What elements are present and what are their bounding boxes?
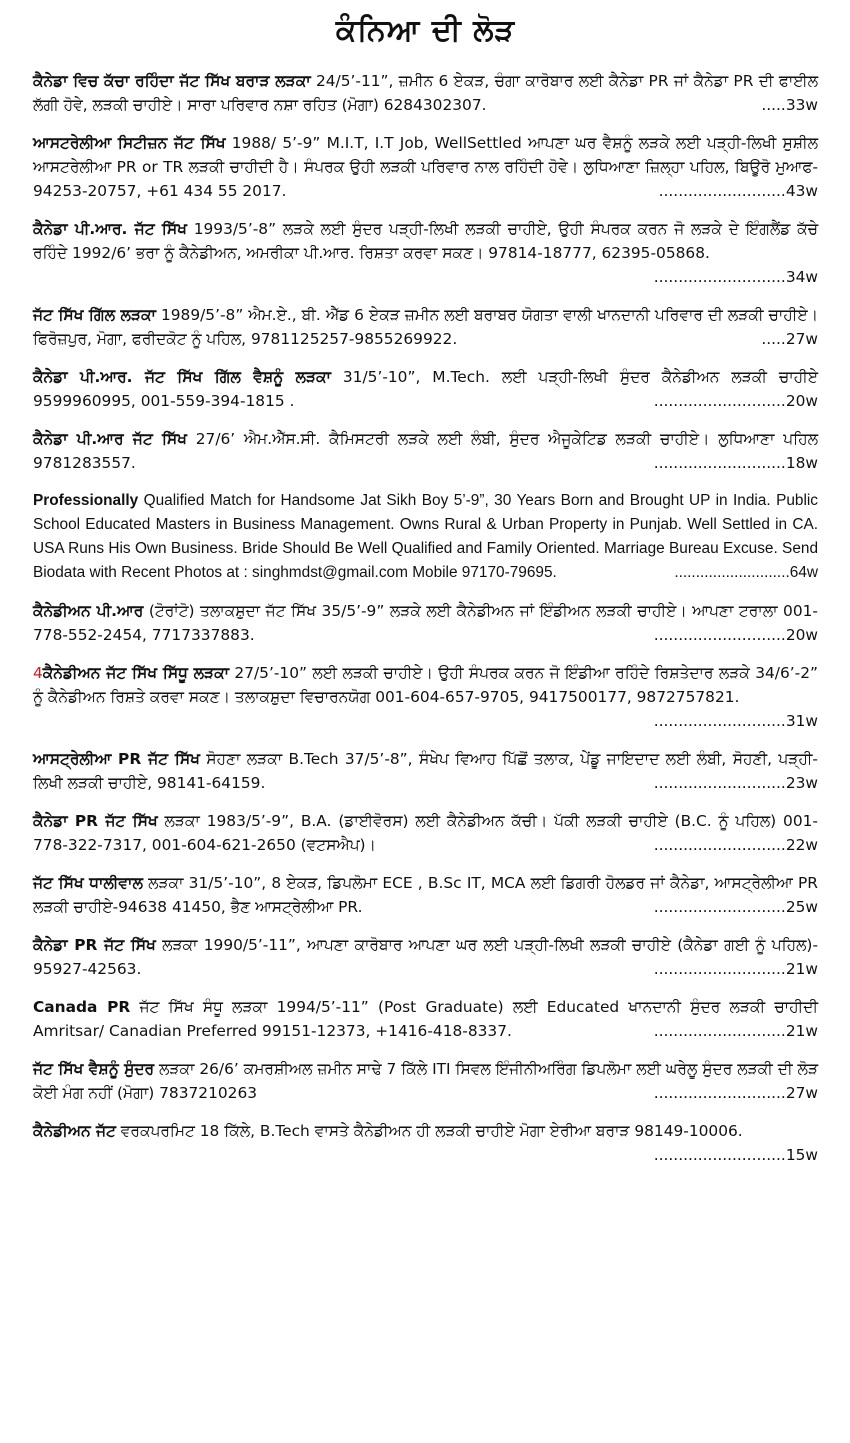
ad-heading: ਜੱਟ ਸਿੱਖ ਵੈਸ਼ਨੂੰ ਸੁੰਦਰ — [33, 1060, 155, 1078]
ad-reference: ...........................18w — [653, 454, 818, 472]
classified-ad — [33, 303, 818, 351]
classified-ad — [33, 747, 818, 795]
ad-heading: ਕੈਨੇਡਾ ਪੀ.ਆਰ. ਜੱਟ ਸਿੱਖ — [33, 220, 187, 238]
ad-heading: ਕੈਨੇਡਾ PR ਜੱਟ ਸਿੱਖ — [33, 936, 156, 954]
classified-ad — [33, 871, 818, 919]
ad-reference: ..........................43w — [658, 182, 818, 200]
classified-ad — [33, 1119, 818, 1167]
classified-ad — [33, 1057, 818, 1105]
ad-reference: ...........................20w — [653, 392, 818, 410]
classified-ad — [33, 933, 818, 981]
classified-ad — [33, 365, 818, 413]
classified-ad — [33, 995, 818, 1043]
classified-ad — [33, 489, 818, 585]
classified-ad — [33, 427, 818, 475]
ad-reference: .....27w — [761, 330, 818, 348]
ad-marker: 4 — [33, 664, 43, 682]
ad-heading: ਜੱਟ ਸਿੱਖ ਗਿੱਲ ਲੜਕਾ — [33, 306, 156, 324]
ad-text: ਲੜਕਾ 1983/5’-9”, B.A. (ਡਾਈਵੋਰਸ) ਲਈ ਕੈਨੇਡੀਅਨ ਕੱਚੀ। ਪੱਕੀ ਲੜਕੀ ਚਾਹੀਏ (B.C. ਨੂੰ ਪਹਿਲ) 001-778-322-7317, 001-604-621-2650 (ਵਟਸਐਪ)। — [33, 812, 818, 854]
ad-heading: ਆਸਟ੍ਰੇਲੀਆ PR ਜੱਟ ਸਿੱਖ — [33, 750, 200, 768]
classified-ad — [33, 809, 818, 857]
ad-text: (ਟੋਰਾਂਟੋ) ਤਲਾਕਸ਼ੁਦਾ ਜੱਟ ਸਿੱਖ 35/5’-9” ਲੜਕੇ ਲਈ ਕੈਨੇਡੀਅਨ ਜਾਂ ਇੰਡੀਅਨ ਲੜਕੀ ਚਾਹੀਏ। ਆਪਣਾ ਟਰਾਲਾ 001-778-552-2454, 7717337883. — [33, 602, 818, 644]
ad-heading: Professionally — [33, 492, 139, 509]
classified-ad — [33, 661, 818, 733]
ad-text: 1988/ 5’-9” M.I.T, I.T Job, WellSettled ਆਪਣਾ ਘਰ ਵੈਸ਼ਨੂੰ ਲੜਕੇ ਲਈ ਪੜ੍ਹੀ-ਲਿਖੀ ਸੁਸ਼ੀਲ ਆਸਟਰੇਲੀਆ PR or TR ਲੜਕੀ ਚਾਹੀਦੀ ਹੈ। ਸੰਪਰਕ ਉਹੀ ਲੜਕੀ ਪਰਿਵਾਰ ਨਾਲ ਰਹਿੰਦੀ ਹੋਵੇ। ਲੁਧਿਆਣਾ ਜ਼ਿਲ੍ਹਾ ਪਹਿਲ, ਬਿਊਰੋ ਮੁਆਫ- 94253-20757, +61 434 55 2017. — [33, 134, 818, 200]
ad-reference: .....33w — [761, 96, 818, 114]
ad-heading: ਕੈਨੇਡਾ ਵਿਚ ਕੱਚਾ ਰਹਿੰਦਾ ਜੱਟ ਸਿੱਖ ਬਰਾੜ ਲੜਕਾ — [33, 72, 311, 90]
ad-reference: ...........................23w — [653, 774, 818, 792]
ad-reference: ...........................27w — [653, 1084, 818, 1102]
ad-reference: ...........................25w — [653, 898, 818, 916]
ad-reference: ...........................64w — [674, 564, 818, 581]
ad-text: 27/6’ ਐਮ.ਐੱਸ.ਸੀ. ਕੈਮਿਸਟਰੀ ਲੜਕੇ ਲਈ ਲੰਬੀ, ਸੁੰਦਰ ਐਜੂਕੇਟਿਡ ਲੜਕੀ ਚਾਹੀਏ। ਲੁਧਿਆਣਾ ਪਹਿਲ 9781283557. — [33, 430, 818, 472]
page-title: ਕੰਨਿਆ ਦੀ ਲੋੜ — [335, 13, 516, 48]
ad-reference: ...........................20w — [653, 626, 818, 644]
ad-text: 24/5’-11”, ਜ਼ਮੀਨ 6 ਏਕੜ, ਚੰਗਾ ਕਾਰੋਬਾਰ ਲਈ ਕੈਨੇਡਾ PR ਜਾਂ ਕੈਨੇਡਾ PR ਦੀ ਫਾਈਲ ਲੱਗੀ ਹੋਵੇ, ਲੜਕੀ ਚਾਹੀਏ। ਸਾਰਾ ਪਰਿਵਾਰ ਨਸ਼ਾ ਰਹਿਤ (ਮੋਗਾ) 6284302307. — [33, 72, 818, 114]
ad-heading: Canada PR — [33, 998, 131, 1016]
ad-text: ਵਰਕਪਰਮਿਟ 18 ਕਿੱਲੇ, B.Tech ਵਾਸਤੇ ਕੈਨੇਡੀਅਨ ਹੀ ਲੜਕੀ ਚਾਹੀਏ ਮੋਗਾ ਏਰੀਆ ਬਰਾੜ 98149-10006. — [115, 1122, 743, 1140]
ad-heading: ਕੈਨੇਡੀਅਨ ਪੀ.ਆਰ — [33, 602, 144, 620]
ad-reference: ...........................31w — [653, 712, 818, 730]
classified-ad — [33, 131, 818, 203]
ad-text: 1989/5’-8” ਐਮ.ਏ., ਬੀ. ਐੱਡ 6 ਏਕੜ ਜ਼ਮੀਨ ਲਈ ਬਰਾਬਰ ਯੋਗਤਾ ਵਾਲੀ ਖਾਨਦਾਨੀ ਪਰਿਵਾਰ ਦੀ ਲੜਕੀ ਚਾਹੀਏ। ਫਿਰੋਜ਼ਪੁਰ, ਮੋਗਾ, ਫਰੀਦਕੋਟ ਨੂੰ ਪਹਿਲ, 9781125257-9855269922. — [33, 306, 818, 348]
ad-reference: ...........................22w — [653, 836, 818, 854]
classified-ad — [33, 217, 818, 289]
ad-text: 1993/5’-8” ਲੜਕੇ ਲਈ ਸੁੰਦਰ ਪੜ੍ਹੀ-ਲਿਖੀ ਲੜਕੀ ਚਾਹੀਏ, ਉਹੀ ਸੰਪਰਕ ਕਰਨ ਜੋ ਲੜਕੇ ਦੇ ਇੰਗਲੈਂਡ ਕੱਚੇ ਰਹਿੰਦੇ 1992/6’ ਭਰਾ ਨੂੰ ਕੈਨੇਡੀਅਨ, ਅਮਰੀਕਾ ਪੀ.ਆਰ. ਰਿਸ਼ਤਾ ਕਰਵਾ ਸਕਣ। 97814-18777, 62395-05868. — [33, 220, 818, 262]
ad-heading: ਕੈਨੇਡਾ PR ਜੱਟ ਸਿੱਖ — [33, 812, 158, 830]
ad-reference: ...........................34w — [653, 268, 818, 286]
ad-reference: ...........................21w — [653, 1022, 818, 1040]
ad-heading: ਕੈਨੇਡੀਅਨ ਜੱਟ ਸਿੱਖ ਸਿੱਧੂ ਲੜਕਾ — [42, 664, 229, 682]
ad-text: 31/5’-10”, M.Tech. ਲਈ ਪੜ੍ਹੀ-ਲਿਖੀ ਸੁੰਦਰ ਕੈਨੇਡੀਅਨ ਲੜਕੀ ਚਾਹੀਏ 9599960995, 001-559-394-1815 . — [33, 368, 818, 410]
ad-reference: ...........................21w — [653, 960, 818, 978]
ad-heading: ਕੈਨੇਡੀਅਨ ਜੱਟ — [33, 1122, 116, 1140]
ad-heading: ਜੱਟ ਸਿੱਖ ਧਾਲੀਵਾਲ — [33, 874, 143, 892]
ad-text: ਸੋਹਣਾ ਲੜਕਾ B.Tech 37/5’-8”, ਸੰਖੇਪ ਵਿਆਹ ਪਿੱਛੋਂ ਤਲਾਕ, ਪੇਂਡੂ ਜਾਇਦਾਦ ਲਈ ਲੰਬੀ, ਸੋਹਣੀ, ਪੜ੍ਹੀ-ਲਿਖੀ ਲੜਕੀ ਚਾਹੀਏ, 98141-64159. — [33, 750, 818, 792]
classified-ad — [33, 599, 818, 647]
ad-heading: ਕੈਨੇਡਾ ਪੀ.ਆਰ ਜੱਟ ਸਿੱਖ — [33, 430, 187, 448]
classified-ad — [33, 69, 818, 117]
ad-text: ਲੜਕਾ 1990/5’-11”, ਆਪਣਾ ਕਾਰੋਬਾਰ ਆਪਣਾ ਘਰ ਲਈ ਪੜ੍ਹੀ-ਲਿਖੀ ਲੜਕੀ ਚਾਹੀਏ (ਕੈਨੇਡਾ ਗਈ ਨੂੰ ਪਹਿਲ)- 95927-42563. — [33, 936, 818, 978]
ad-reference: ...........................15w — [653, 1146, 818, 1164]
ad-text: 27/5’-10” ਲਈ ਲੜਕੀ ਚਾਹੀਏ। ਉਹੀ ਸੰਪਰਕ ਕਰਨ ਜੋ ਇੰਡੀਆ ਰਹਿੰਦੇ ਰਿਸ਼ਤੇਦਾਰ ਲੜਕੇ 34/6’-2” ਨੂੰ ਕੈਨੇਡੀਅਨ ਰਿਸ਼ਤੇ ਕਰਵਾ ਸਕਣ। ਤਲਾਕਸ਼ੁਦਾ ਵਿਚਾਰਨਯੋਗ 001-604-657-9705, 9417500177, 9872757821. — [33, 664, 818, 706]
ad-text: ਲੜਕਾ 31/5’-10”, 8 ਏਕੜ, ਡਿਪਲੋਮਾ ECE , B.Sc IT, MCA ਲਈ ਡਿਗਰੀ ਹੋਲਡਰ ਜਾਂ ਕੈਨੇਡਾ, ਆਸਟ੍ਰੇਲੀਆ PR ਲੜਕੀ ਚਾਹੀਏ-94638 41450, ਭੈਣ ਆਸਟ੍ਰੇਲੀਆ PR. — [33, 874, 818, 916]
ad-text: Qualified Match for Handsome Jat Sikh Boy 5’-9”, 30 Years Born and Brought UP in India. Public School Educated Masters in Business Management. Owns Rural & Urban Property in Punjab. Well Settled in CA. USA Runs His Own Business. Bride Should Be Well Qualified and Family Oriented. Marriage Bureau Excuse. Send Biodata with Recent Photos at : singhmdst@gmail.com Mobile 97170-79695. — [33, 492, 818, 581]
ad-heading: ਕੈਨੇਡਾ ਪੀ.ਆਰ. ਜੱਟ ਸਿੱਖ ਗਿੱਲ ਵੈਸ਼ਨੂੰ ਲੜਕਾ — [33, 368, 331, 386]
ad-text: ਜੱਟ ਸਿੱਖ ਸੰਧੂ ਲੜਕਾ 1994/5’-11” (Post Graduate) ਲਈ Educated ਖਾਨਦਾਨੀ ਸੁੰਦਰ ਲੜਕੀ ਚਾਹੀਦੀ Amritsar/ Canadian Preferred 99151-12373, +1416-418-8337. — [33, 998, 818, 1040]
ad-text: ਲੜਕਾ 26/6’ ਕਮਰਸ਼ੀਅਲ ਜ਼ਮੀਨ ਸਾਢੇ 7 ਕਿੱਲੇ ITI ਸਿਵਲ ਇੰਜੀਨੀਅਰਿੰਗ ਡਿਪਲੋਮਾ ਲਈ ਘਰੇਲੂ ਸੁੰਦਰ ਲੜਕੀ ਦੀ ਲੋੜ ਕੋਈ ਮੰਗ ਨਹੀਂ (ਮੋਗਾ) 7837210263 — [33, 1060, 818, 1102]
ad-heading: ਆਸਟਰੇਲੀਆ ਸਿਟੀਜ਼ਨ ਜੱਟ ਸਿੱਖ — [33, 134, 226, 152]
